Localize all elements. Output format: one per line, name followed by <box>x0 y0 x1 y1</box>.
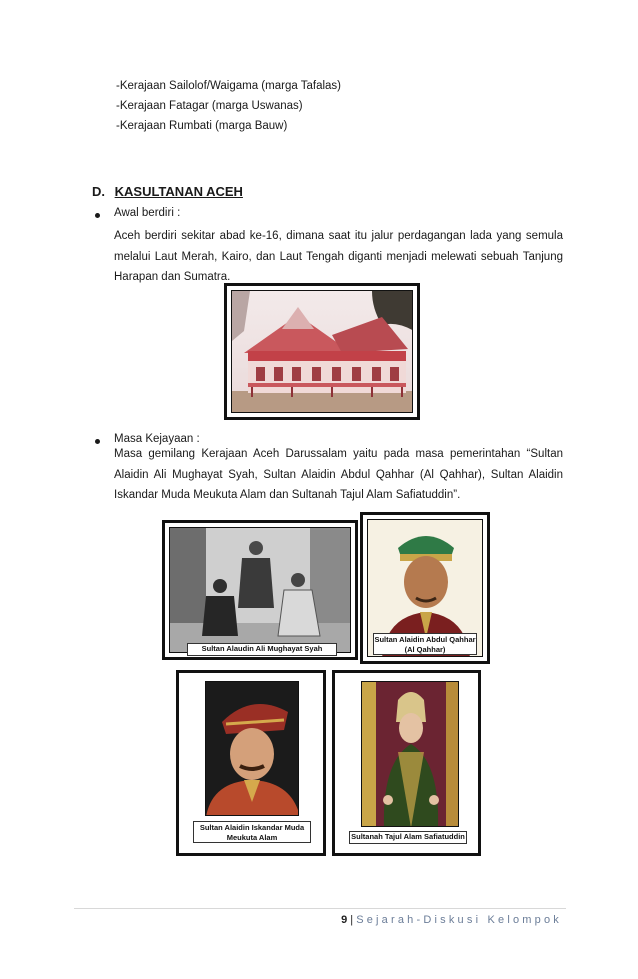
caption-sultan-2 <box>373 633 477 655</box>
list-item: -Kerajaan Rumbati (marga Bauw) <box>116 120 288 132</box>
sultan-photo-4 <box>332 670 481 856</box>
page-number: 9 <box>341 914 348 926</box>
sultan-photo-1 <box>162 520 358 660</box>
awal-paragraph: Aceh berdiri sekitar abad ke-16, dimana saat itu jalur perdagangan lada yang semula melalui Laut Merah, Kairo, dan Laut Tengah diganti menjadi melewati sebuah Tanjung Harapan dan Sumatra. <box>114 230 563 283</box>
masa-label: Masa Kejayaan : <box>114 433 200 445</box>
caption-sultan-4: Sultanah Tajul Alam Safiatuddin <box>349 831 467 844</box>
caption-sultan-2-line1: Sultan Alaidin Abdul Qahhar <box>374 635 476 644</box>
section-title: KASULTANAN ACEH <box>114 184 243 199</box>
istana-photo <box>224 283 420 420</box>
bullet-icon <box>95 439 100 444</box>
bullet-icon <box>95 213 100 218</box>
section-letter: D. <box>92 184 105 199</box>
footer-divider <box>74 908 566 909</box>
section-heading <box>92 184 243 199</box>
sultan-photo-3 <box>176 670 326 856</box>
page-footer <box>341 914 562 926</box>
caption-sultan-3-line2: Meukuta Alam <box>226 833 278 842</box>
awal-label: Awal berdiri : <box>114 207 181 219</box>
caption-sultan-1: Sultan Alaudin Ali Mughayat Syah <box>187 643 337 656</box>
list-item: -Kerajaan Sailolof/Waigama (marga Tafalas) <box>116 80 341 92</box>
footer-separator: | <box>347 914 357 926</box>
caption-sultan-3-line1: Sultan Alaidin Iskandar Muda <box>199 823 305 832</box>
masa-paragraph: Masa gemilang Kerajaan Aceh Darussalam yaitu pada masa pemerintahan “Sultan Alaidin Ali Mughayat Syah, Sultan Alaidin Abdul Qahhar (Al Qahhar), Sultan Alaidin Iskandar Muda Meukuta Alam dan Sultanah Tajul Alam Safiatuddin”. <box>114 448 563 501</box>
caption-sultan-3 <box>193 821 311 843</box>
footer-subject: Sejarah-Diskusi Kelompok <box>356 914 562 926</box>
list-item: -Kerajaan Fatagar (marga Uswanas) <box>116 100 303 112</box>
aceh-palace-image <box>232 291 413 413</box>
caption-sultan-2-line2: (Al Qahhar) <box>404 645 446 654</box>
iskandar-muda-image <box>206 682 299 816</box>
sultan-photo-2 <box>360 512 490 664</box>
mughayat-syah-image <box>170 528 351 653</box>
tajul-alam-image <box>362 682 459 827</box>
